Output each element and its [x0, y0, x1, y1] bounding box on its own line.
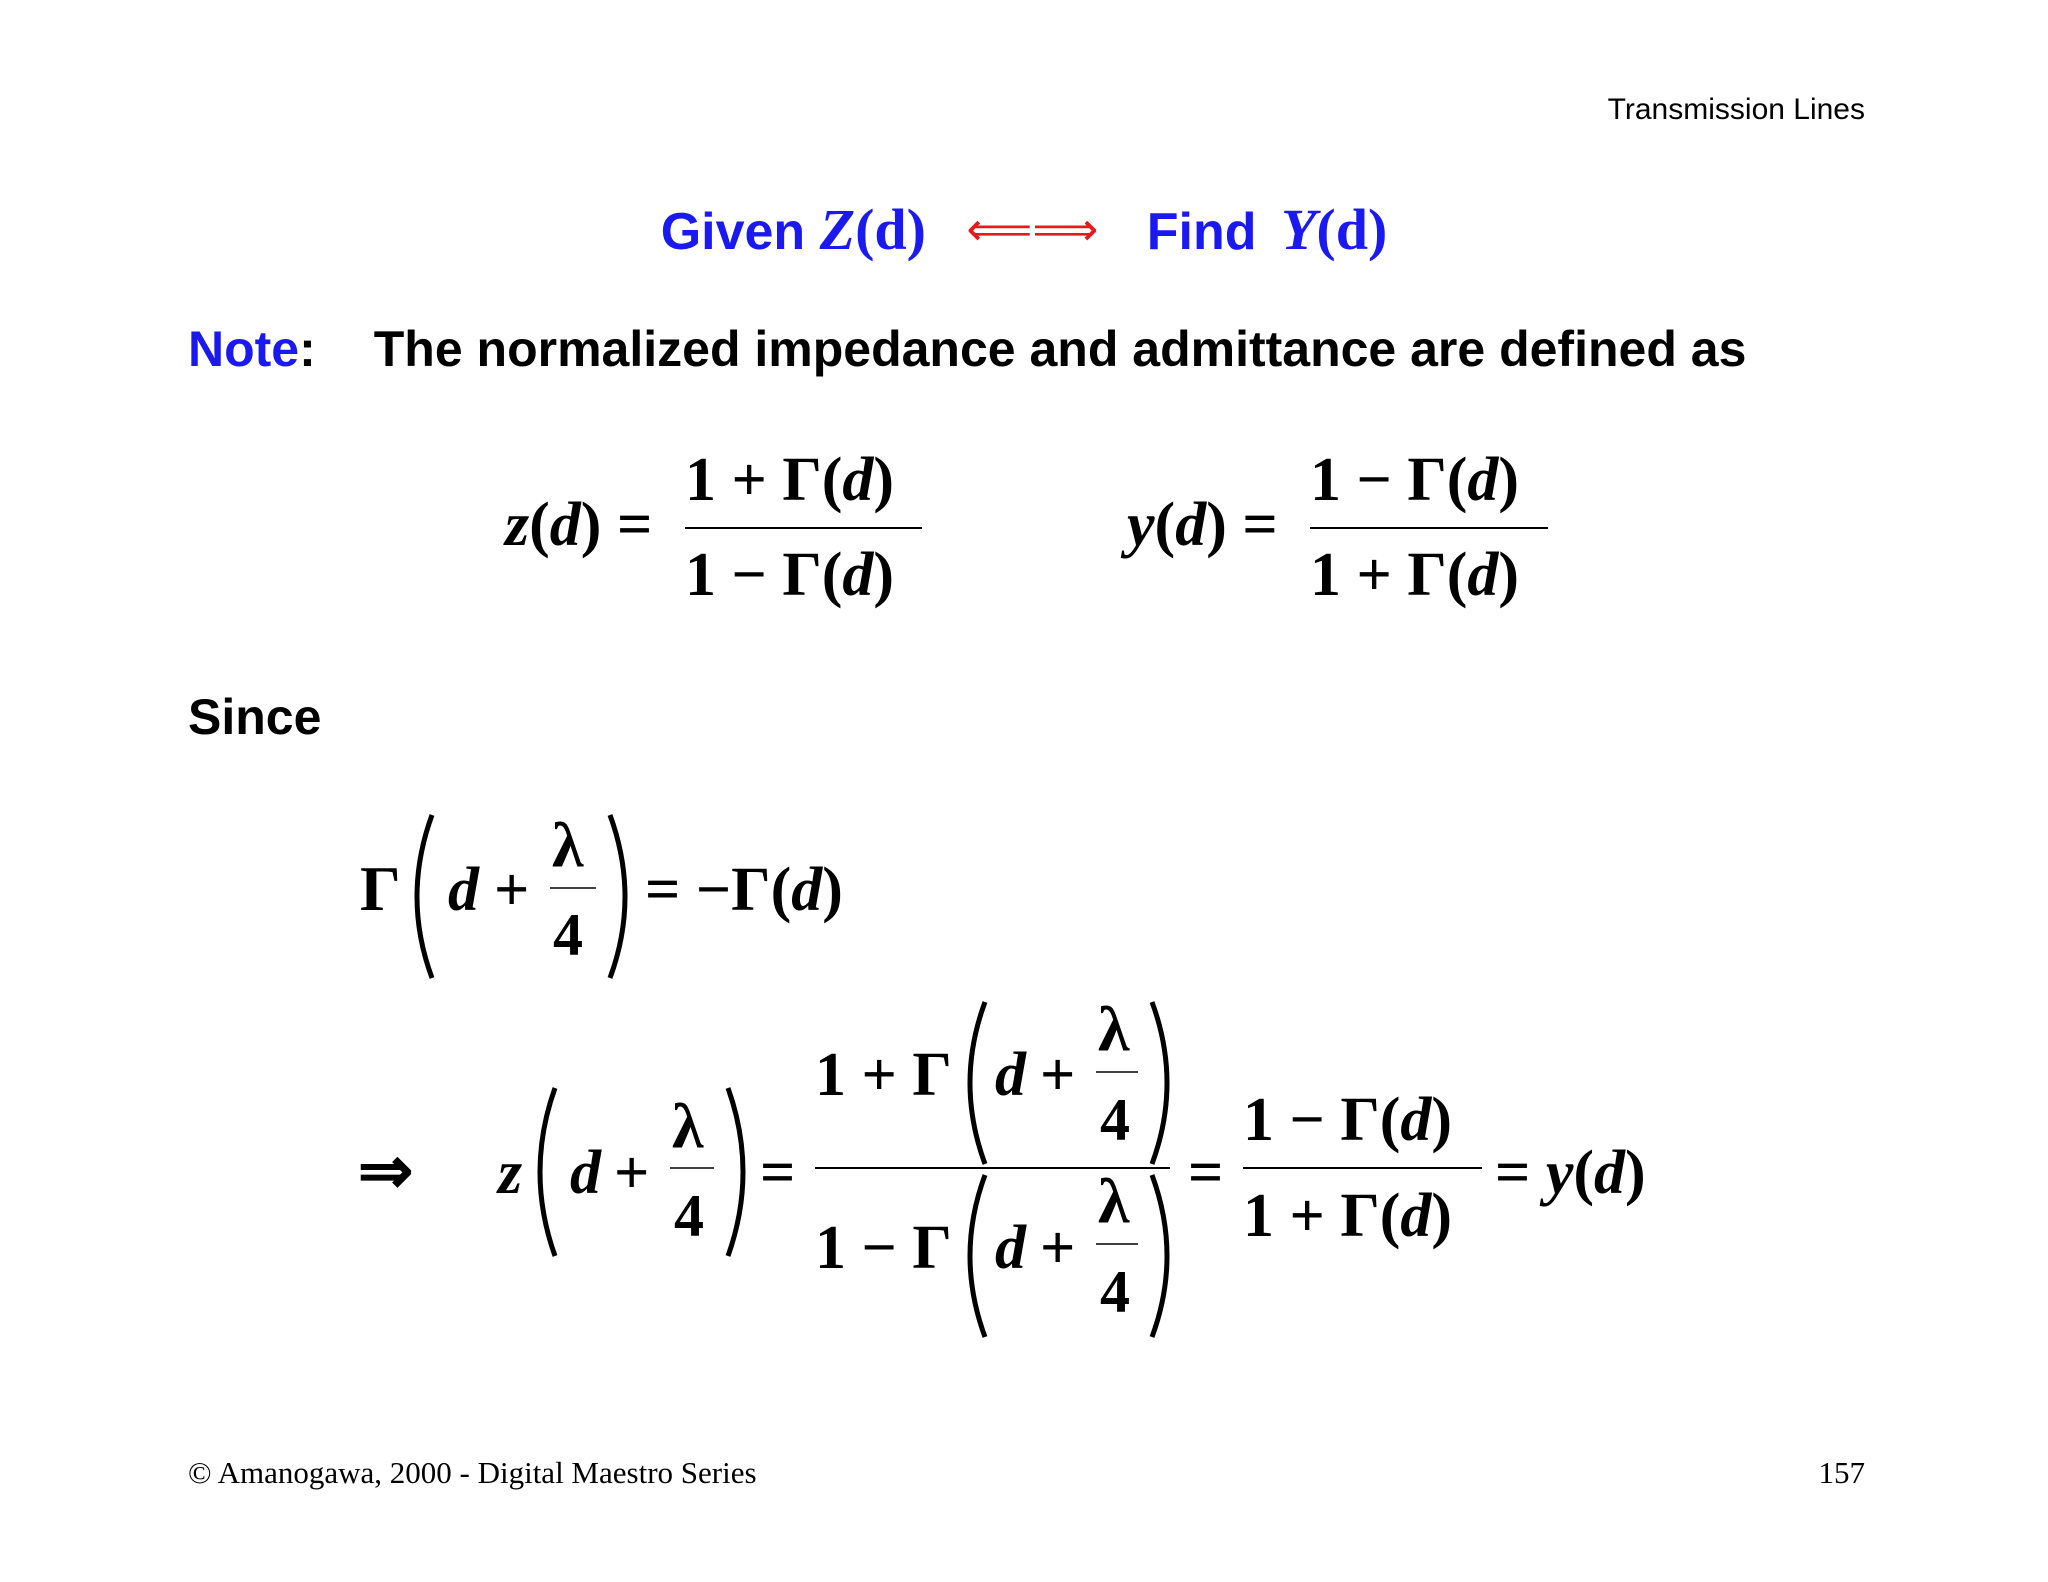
lambda: λ: [1098, 1165, 1130, 1236]
four: 4: [1100, 1087, 1130, 1153]
z-definition: [503, 446, 922, 609]
big-denominator-prefix: 1 − Γ: [815, 1214, 952, 1282]
plus-sign: +: [1040, 1041, 1076, 1109]
four: 4: [1100, 1259, 1130, 1325]
y-definition: [1120, 446, 1548, 609]
title-find: Find: [1146, 203, 1257, 261]
since-label: Since: [188, 689, 322, 745]
z-var: z: [498, 1139, 523, 1207]
z-def-lhs: z(d) =: [505, 491, 653, 559]
equals-sign: =: [1188, 1139, 1224, 1207]
y-def-denominator: 1 + Γ(d): [1310, 541, 1520, 609]
right-paren: [728, 1088, 743, 1256]
gamma-shift-rhs: = −Γ(d): [645, 856, 843, 924]
right-paren: [610, 815, 625, 978]
implies-arrow-icon: ⇒: [358, 1135, 414, 1208]
lambda: λ: [1098, 993, 1130, 1064]
y-def-numerator: 1 − Γ(d): [1310, 446, 1520, 514]
plus-sign: +: [494, 856, 530, 924]
note-text: The normalized impedance and admittance are defined as: [373, 321, 1747, 377]
z-def-numerator: 1 + Γ(d): [685, 446, 895, 514]
d-var: d: [995, 1214, 1026, 1282]
equals-sign: =: [760, 1139, 796, 1207]
d-var: d: [995, 1041, 1026, 1109]
title-y-arg: (d): [1316, 197, 1388, 262]
y-def-lhs: y(d) =: [1127, 491, 1278, 559]
right-paren: [1152, 1175, 1167, 1337]
left-paren: [540, 1088, 555, 1256]
left-paren: [417, 815, 432, 978]
note-label: Note: [188, 321, 300, 377]
left-paren: [970, 1175, 985, 1337]
title-z-symbol: Z: [819, 197, 856, 262]
title-given: Given: [660, 203, 806, 261]
mid-numerator: 1 − Γ(d): [1243, 1086, 1453, 1154]
big-numerator-prefix: 1 + Γ: [815, 1041, 952, 1109]
four: 4: [674, 1183, 704, 1249]
lambda: λ: [552, 809, 584, 880]
left-paren: [970, 1002, 985, 1164]
impedance-shift-equation: [358, 993, 1646, 1337]
d-var: d: [570, 1139, 601, 1207]
page-number: 157: [1818, 1455, 1865, 1490]
four: 4: [553, 902, 583, 968]
right-paren: [1152, 1002, 1167, 1164]
plus-sign: +: [1040, 1214, 1076, 1282]
footer-copyright: © Amanogawa, 2000 - Digital Maestro Series: [188, 1455, 757, 1490]
gamma-shift-equation: [360, 809, 843, 978]
header-title: Transmission Lines: [1607, 93, 1865, 126]
lambda: λ: [672, 1090, 704, 1161]
note-colon: :: [299, 321, 316, 377]
plus-sign: +: [614, 1139, 650, 1207]
d-var: d: [448, 856, 479, 924]
title-z-arg: (d): [855, 197, 926, 262]
z-def-denominator: 1 − Γ(d): [685, 541, 895, 609]
mid-denominator: 1 + Γ(d): [1243, 1182, 1453, 1250]
title-y-symbol: Y: [1280, 197, 1317, 262]
double-arrow-icon: ⟸⟹: [966, 202, 1099, 256]
final-result: = y(d): [1495, 1139, 1646, 1207]
gamma-symbol: Γ: [360, 853, 401, 924]
